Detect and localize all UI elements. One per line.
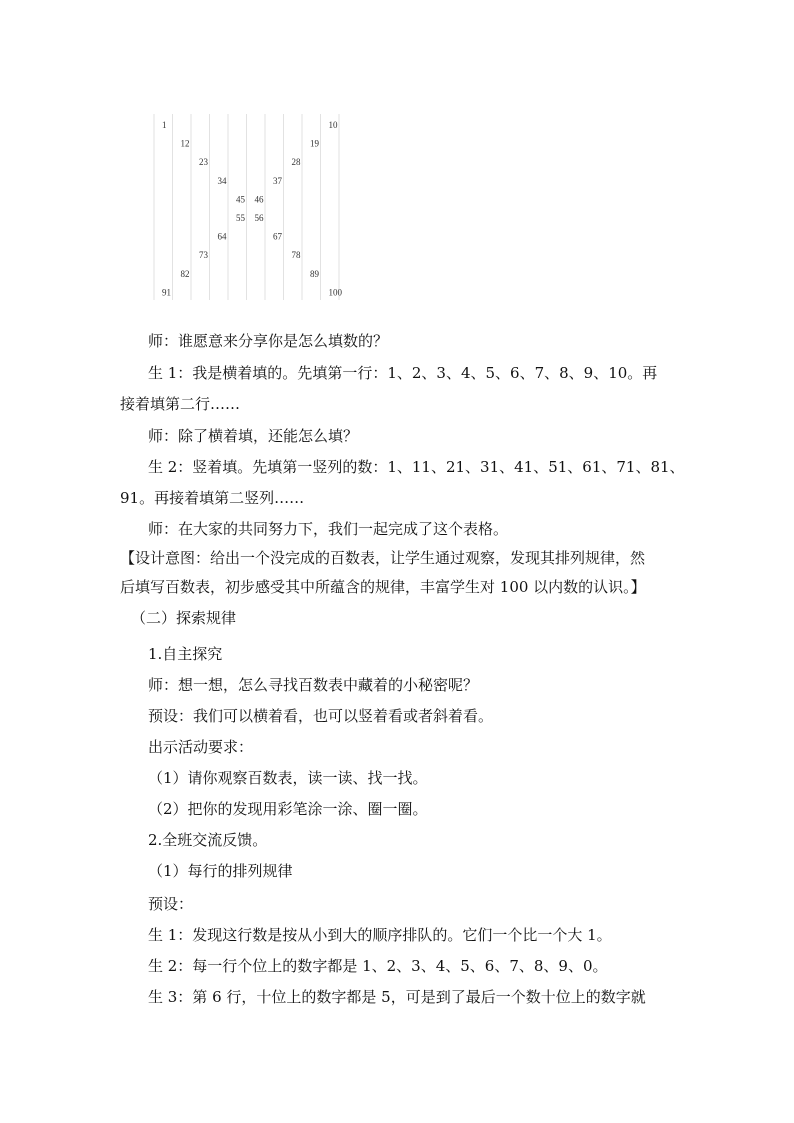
grid-number: 56 <box>254 213 264 223</box>
student3-observation: 生 3：第 6 行，十位上的数字都是 5，可是到了最后一个数十位上的数字就 <box>148 988 646 1006</box>
requirement-1: （1）请你观察百数表，读一读、找一找。 <box>148 769 428 787</box>
preset-answer-look: 预设：我们可以横着看，也可以竖着看或者斜着看。 <box>148 707 494 725</box>
grid-number: 37 <box>273 175 282 186</box>
hundred-chart-figure <box>148 104 348 310</box>
requirement-2: （2）把你的发现用彩笔涂一涂、圈一圈。 <box>148 800 428 818</box>
dialogue-student1-row: 生 1：我是横着填的。先填第一行：1、2、3、4、5、6、7、8、9、10。再 <box>148 364 658 382</box>
grid-number: 19 <box>310 138 319 149</box>
grid-number: 55 <box>236 213 245 223</box>
grid-number: 28 <box>291 157 301 168</box>
dialogue-teacher-secret: 师：想一想，怎么寻找百数表中藏着的小秘密呢？ <box>148 676 479 694</box>
dialogue-student2-column-cont: 91。再接着填第二竖列…… <box>120 489 305 507</box>
student2-observation: 生 2：每一行个位上的数字都是 1、2、3、4、5、6、7、8、9、0。 <box>148 957 608 975</box>
grid-number: 78 <box>291 250 301 261</box>
grid-number: 89 <box>310 268 319 279</box>
grid-number: 23 <box>199 157 208 168</box>
hundred-chart-grid <box>148 104 348 310</box>
grid-number: 82 <box>180 268 190 279</box>
grid-number: 1 <box>162 120 167 130</box>
subheading-row-pattern: （1）每行的排列规律 <box>148 862 293 880</box>
dialogue-student2-column: 生 2：竖着填。先填第一竖列的数：1、11、21、31、41、51、61、71、81、 <box>148 458 685 476</box>
grid-number: 100 <box>328 287 342 298</box>
section-heading-explore: （二）探索规律 <box>131 609 237 627</box>
grid-number: 45 <box>236 194 245 205</box>
dialogue-teacher-complete: 师：在大家的共同努力下，我们一起完成了这个表格。 <box>148 520 509 538</box>
design-intent-line1: 【设计意图：给出一个没完成的百数表，让学生通过观察，发现其排列规律，然 <box>120 549 646 567</box>
grid-number: 64 <box>217 231 227 242</box>
design-intent-line2: 后填写百数表，初步感受其中所蕴含的规律，丰富学生对 100 以内数的认识。】 <box>120 578 646 596</box>
subheading-self-explore: 1.自主探究 <box>148 645 223 663</box>
dialogue-teacher-share: 师：谁愿意来分享你是怎么填数的？ <box>148 332 389 350</box>
subheading-class-feedback: 2.全班交流反馈。 <box>148 831 268 849</box>
grid-number: 73 <box>199 250 208 261</box>
grid-number: 12 <box>180 138 190 149</box>
grid-number: 34 <box>217 175 227 186</box>
grid-number: 46 <box>254 194 264 205</box>
dialogue-teacher-other-way: 师：除了横着填，还能怎么填？ <box>148 427 359 445</box>
grid-number: 67 <box>273 231 282 242</box>
grid-number: 91 <box>162 287 171 298</box>
dialogue-student1-row-cont: 接着填第二行…… <box>120 395 241 413</box>
preset-label: 预设： <box>148 895 194 913</box>
student1-observation: 生 1：发现这行数是按从小到大的顺序排队的。它们一个比一个大 1。 <box>148 926 612 944</box>
grid-number: 10 <box>328 120 338 130</box>
activity-requirements-label: 出示活动要求： <box>148 738 254 756</box>
